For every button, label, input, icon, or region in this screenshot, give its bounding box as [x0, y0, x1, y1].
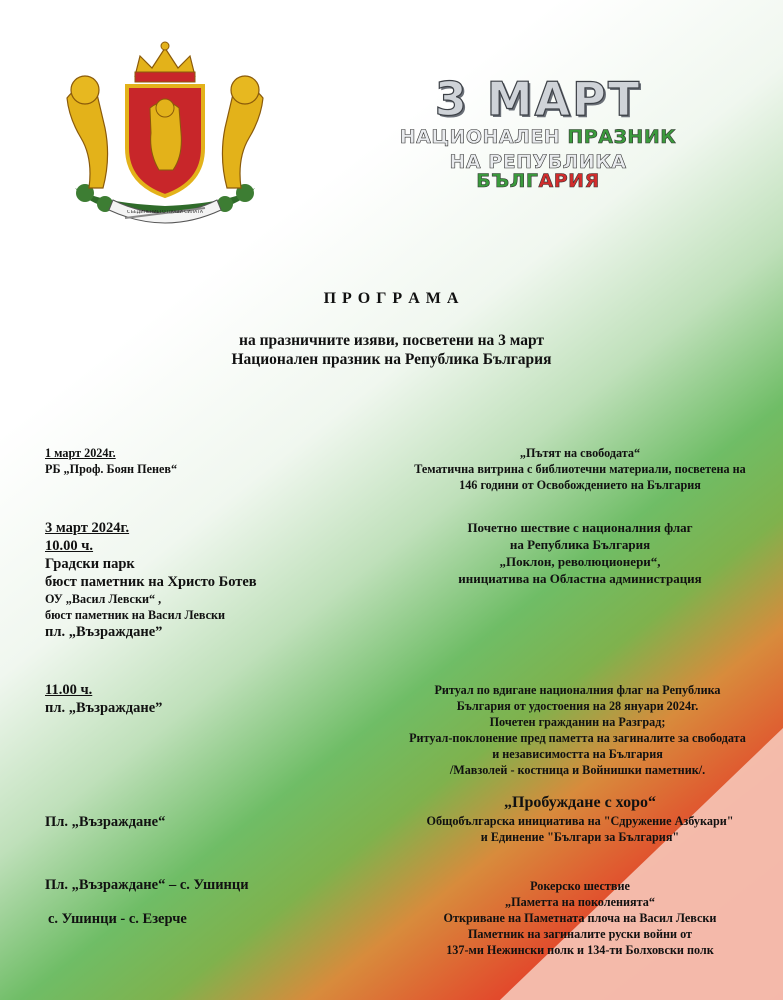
- emblem-motto: СЪЕДИНЕНИЕТО ПРАВИ СИЛАТА: [126, 210, 203, 215]
- event-desc: Общобългарска инициатива на "Сдружение Азбукари": [426, 814, 734, 828]
- event-date: 1 март 2024г.: [45, 446, 116, 460]
- program-subtitle-1: на празничните изяви, посветени на 3 март: [239, 332, 544, 349]
- event-2-right: [380, 519, 780, 587]
- event-desc: и Единение "Българи за България": [480, 830, 680, 844]
- event-desc: 137-ми Нежински полк и 134-ти Болховски полк: [446, 943, 714, 957]
- event-desc: Тематична витрина с библиотечни материали, посветена на: [414, 462, 746, 476]
- event-place: пл. „Възраждане”: [45, 700, 163, 716]
- program-subtitle-2: Национален празник на Република България: [231, 351, 552, 368]
- event-2-left: [45, 519, 257, 641]
- banner-line1: НАЦИОНАЛЕН ПРАЗНИК: [399, 126, 677, 148]
- event-desc: България от удостоения на 28 януари 2024г.: [456, 699, 699, 713]
- event-desc: и независимостта на България: [492, 747, 663, 761]
- event-desc: Ритуал-поклонение пред паметта на загиналите за свободата: [409, 731, 746, 745]
- event-1-right: [380, 445, 780, 493]
- event-time: 10.00 ч.: [45, 538, 94, 554]
- event-desc: Рокерско шествие: [530, 879, 630, 893]
- event-desc: на Република България: [509, 537, 651, 552]
- event-desc: Откриване на Паметната плоча на Васил Левски: [443, 911, 717, 925]
- event-4-right: [380, 793, 780, 845]
- event-place: Градски парк: [45, 556, 135, 572]
- event-3-left: [45, 681, 162, 717]
- event-place: ОУ „Васил Левски“ ,: [45, 592, 162, 606]
- event-desc: „Поклон, революционери“,: [499, 554, 661, 569]
- event-title: „Пробуждане с хоро“: [504, 794, 656, 811]
- event-desc: Ритуал по вдигане националния флаг на Република: [434, 683, 721, 697]
- event-5-place-2: с. Ушинци - с. Езерче: [48, 911, 187, 927]
- event-3-right: [375, 682, 780, 778]
- event-desc: Паметник на загиналите руски войни от: [467, 927, 693, 941]
- event-place: РБ „Проф. Боян Пенев“: [45, 462, 178, 476]
- event-date: 3 март 2024г.: [45, 520, 130, 536]
- program-title: П Р О Г Р А М А: [323, 290, 460, 307]
- event-time: 11.00 ч.: [45, 682, 93, 698]
- event-desc: Почетно шествие с националния флаг: [467, 520, 693, 535]
- event-desc: /Мавзолей - костница и Войнишки паметник/.: [449, 763, 706, 777]
- event-title: „Пътят на свободата“: [519, 446, 641, 460]
- event-desc: инициатива на Областна администрация: [458, 571, 702, 586]
- event-desc: „Паметта на поколенията“: [505, 895, 655, 909]
- coat-of-arms-icon: [55, 38, 275, 236]
- event-place: бюст паметник на Васил Левски: [45, 608, 226, 622]
- event-place: пл. „Възраждане”: [45, 624, 163, 640]
- event-place: бюст паметник на Христо Ботев: [45, 574, 257, 590]
- event-5-place-1: Пл. „Възраждане“ – с. Ушинци: [45, 877, 249, 893]
- holiday-banner: [388, 72, 688, 192]
- coat-of-arms: [55, 38, 275, 236]
- event-4-place: Пл. „Възраждане“: [45, 814, 166, 830]
- event-1-left: [45, 445, 177, 477]
- event-desc: 146 години от Освобождението на България: [459, 478, 701, 492]
- event-5-right: [380, 878, 780, 958]
- banner-date: 3 МАРТ: [434, 72, 642, 126]
- banner-line2: НА РЕПУБЛИКА БЪЛГАРИЯ: [449, 151, 627, 192]
- event-desc: Почетен гражданин на Разград;: [489, 715, 666, 729]
